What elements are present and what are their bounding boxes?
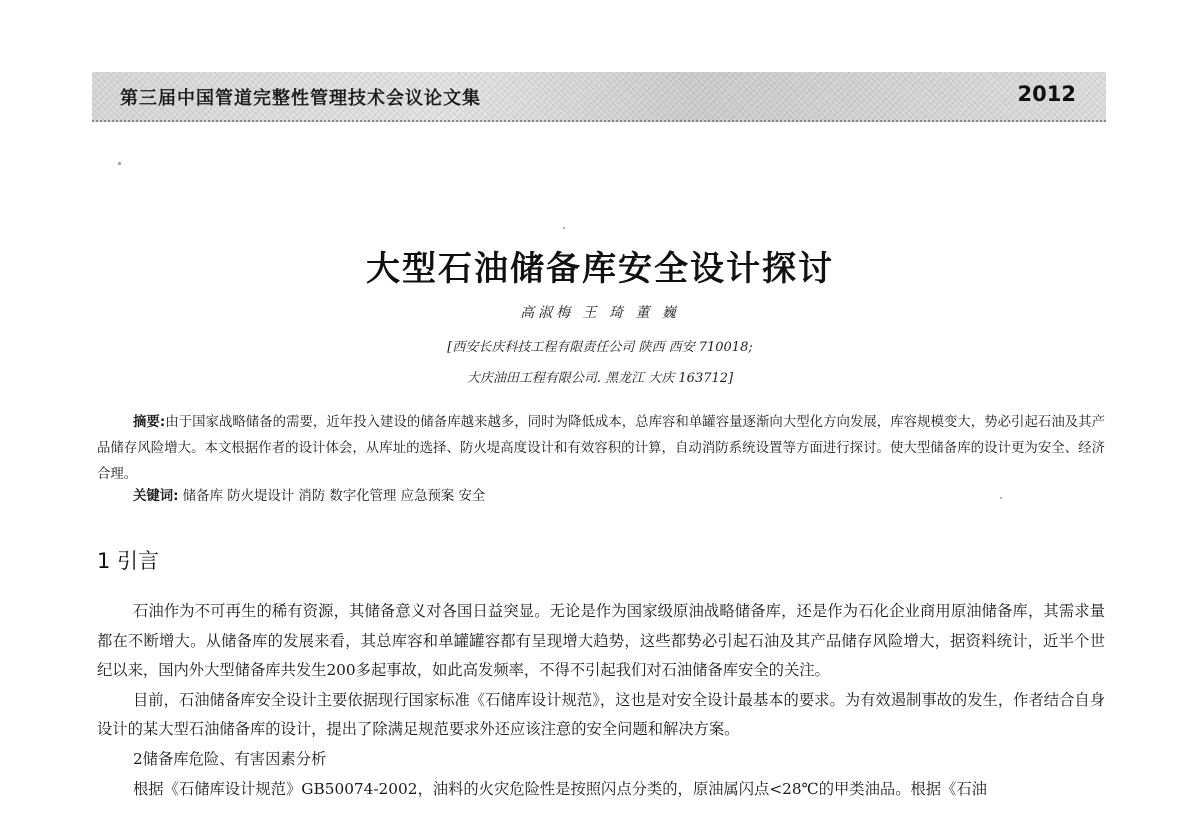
paragraph: 目前，石油储备库安全设计主要依据现行国家标准《石储库设计规范》，这也是对安全设计最基本的要求。为有效遏制事故的发生，作者结合自身设计的某大型石油储备库的设计，提出了除满足规范要求外还应该注意的安全问题和解决方案。 [97, 690, 1105, 739]
abstract [97, 410, 1105, 488]
running-header [92, 72, 1106, 122]
abstract-text: 由于国家战略储备的需要，近年投入建设的储备库越来越多，同时为降低成本，总库容和单罐容量逐渐向大型化方向发展，库容规模变大，势必引起石油及其产品储存风险增大。本文根据作者的设计体会，从库址的选择、防火堤高度设计和有效容积的计算，自动消防系统设置等方面进行探讨。使大型储备库的设计更为安全、经济合理。 [97, 415, 1106, 482]
paragraph: 根据《石储库设计规范》GB50074-2002，油料的火灾危险性是按照闪点分类的，原油属闪点<28℃的甲类油品。根据《石油 [133, 779, 987, 798]
proceedings-year: 2012 [1017, 82, 1076, 106]
scan-speck [1000, 497, 1002, 499]
scan-speck [118, 162, 121, 165]
subsection-heading: 2储备库危险、有害因素分析 [133, 749, 327, 768]
paper-title: 大型石油储备库安全设计探讨 [366, 249, 834, 289]
keywords [133, 487, 485, 507]
paragraph: 石油作为不可再生的稀有资源，其储备意义对各国日益突显。无论是作为国家级原油战略储备库，还是作为石化企业商用原油储备库，其需求量都在不断增大。从储备库的发展来看，其总库容和单罐罐容都有呈现增大趋势，这些都势必引起石油及其产品储存风险增大，据资料统计，近半个世纪以来，国内外大型储备库共发生200多起事故，如此高发频率，不得不引起我们对石油储备库安全的关注。 [97, 602, 1105, 680]
affiliation-line-2: 大庆油田工程有限公司. 黑龙江 大庆 163712] [466, 371, 734, 386]
abstract-label: 摘要: [133, 415, 166, 430]
body-text [97, 597, 1105, 804]
keywords-label: 关键词: [133, 489, 179, 504]
proceedings-title: 第三届中国管道完整性管理技术会议论文集 [120, 88, 481, 109]
section-heading-introduction: 1 引言 [97, 549, 160, 573]
affiliation-line-1: [西安长庆科技工程有限责任公司 陕西 西安 710018; [447, 340, 753, 355]
author-list: 高淑梅 王 琦 董 巍 [520, 305, 680, 321]
scan-speck [563, 227, 565, 229]
keywords-text: 储备库 防火堤设计 消防 数字化管理 应急预案 安全 [182, 489, 486, 504]
